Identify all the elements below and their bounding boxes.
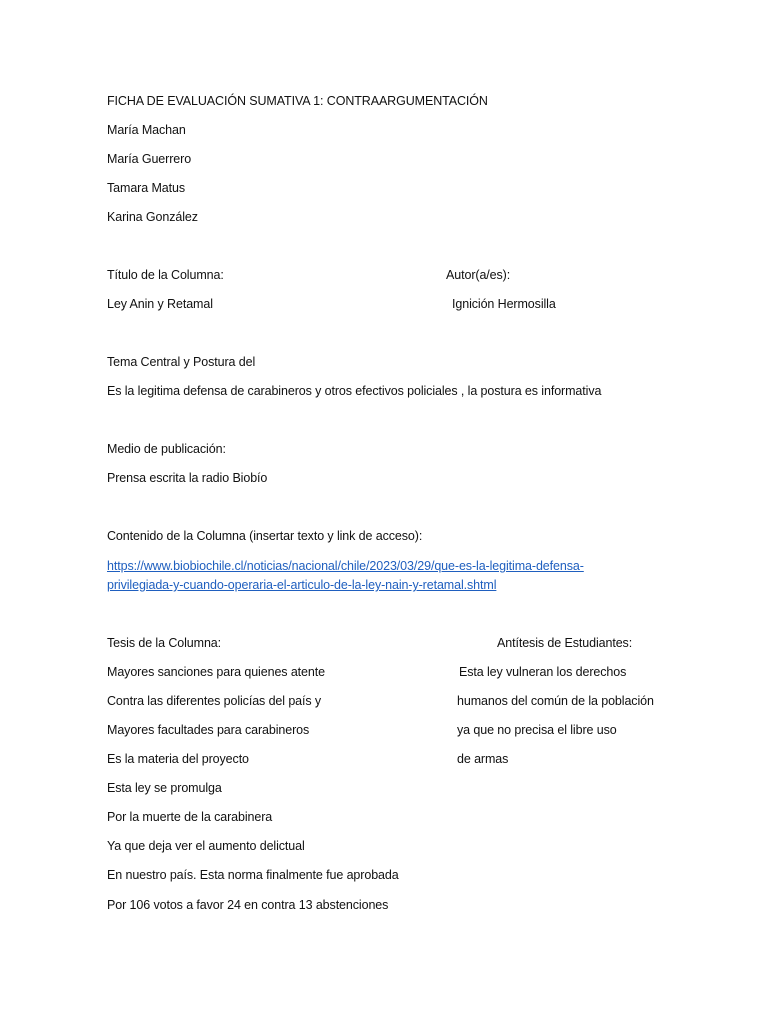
content-label: Contenido de la Columna (insertar texto y link de acceso):: [107, 529, 423, 543]
column-title-label: Título de la Columna:: [107, 268, 224, 282]
author-name-3: Tamara Matus: [107, 181, 185, 195]
column-title-value: Ley Anin y Retamal: [107, 297, 213, 311]
author-value: Ignición Hermosilla: [452, 297, 556, 311]
thesis-line-3: Mayores facultades para carabineros: [107, 723, 310, 737]
author-name-1: María Machan: [107, 123, 186, 137]
theme-label: Tema Central y Postura del: [107, 355, 256, 369]
thesis-label: Tesis de la Columna:: [107, 636, 222, 650]
thesis-line-8: En nuestro país. Esta norma finalmente fue aprobada: [107, 868, 399, 882]
thesis-line-6: Por la muerte de la carabinera: [107, 810, 273, 824]
medium-label: Medio de publicación:: [107, 442, 226, 456]
thesis-line-2: Contra las diferentes policías del país y: [107, 694, 322, 708]
column-link-line-1[interactable]: https://www.biobiochile.cl/noticias/nacional/chile/2023/03/29/que-es-la-legitima-defensa-: [107, 559, 584, 573]
author-name-4: Karina González: [107, 210, 198, 224]
antithesis-line-3: ya que no precisa el libre uso: [457, 723, 617, 737]
medium-value: Prensa escrita la radio Biobío: [107, 471, 268, 485]
column-link-line-2[interactable]: privilegiada-y-cuando-operaria-el-articulo-de-la-ley-nain-y-retamal.shtml: [107, 578, 497, 592]
thesis-line-5: Esta ley se promulga: [107, 781, 222, 795]
author-name-2: María Guerrero: [107, 152, 192, 166]
thesis-line-9: Por 106 votos a favor 24 en contra 13 abstenciones: [107, 898, 389, 912]
thesis-line-7: Ya que deja ver el aumento delictual: [107, 839, 305, 853]
antithesis-line-1: Esta ley vulneran los derechos: [459, 665, 627, 679]
thesis-line-1: Mayores sanciones para quienes atente: [107, 665, 325, 679]
document-title: FICHA DE EVALUACIÓN SUMATIVA 1: CONTRAARGUMENTACIÓN: [107, 94, 488, 108]
antithesis-label: Antítesis de Estudiantes:: [497, 636, 633, 650]
antithesis-line-4: de armas: [457, 752, 509, 766]
theme-value: Es la legitima defensa de carabineros y otros efectivos policiales , la postura es informativa: [107, 384, 602, 398]
thesis-line-4: Es la materia del proyecto: [107, 752, 249, 766]
antithesis-line-2: humanos del común de la población: [457, 694, 654, 708]
author-label: Autor(a/es):: [446, 268, 511, 282]
